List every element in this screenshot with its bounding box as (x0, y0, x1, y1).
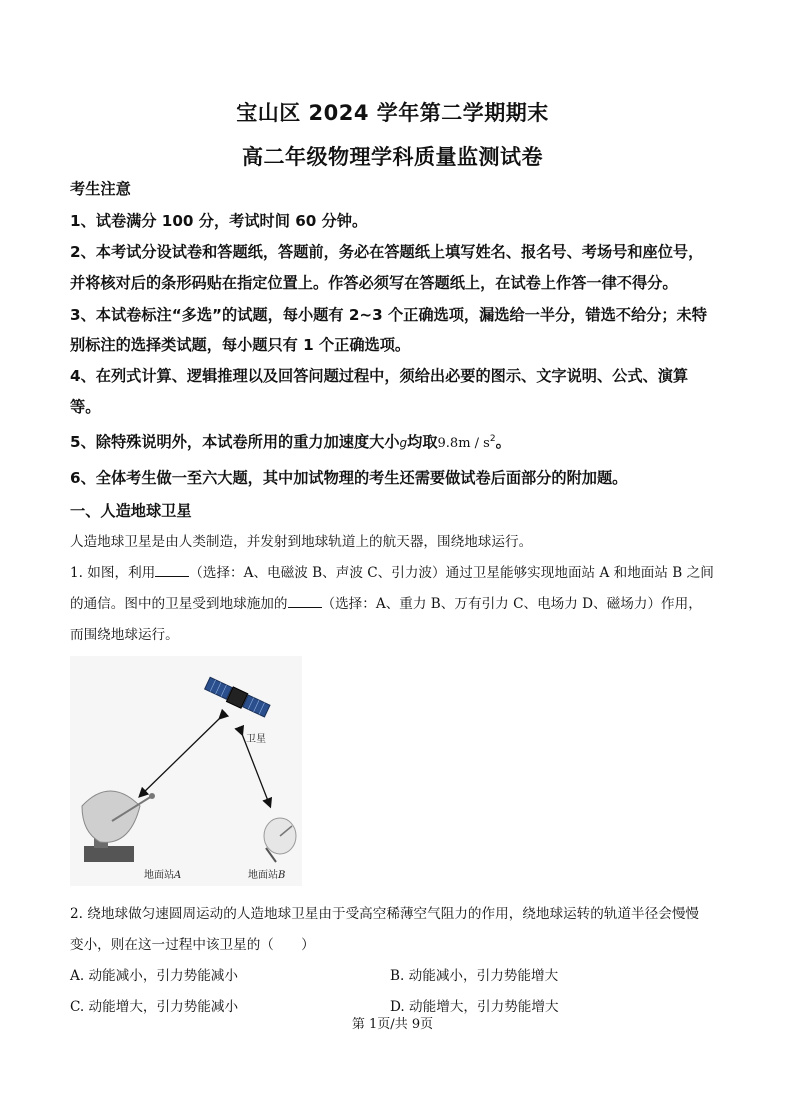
notice-item-5-mid: 均取 (407, 433, 438, 451)
ground-station-b-icon (264, 818, 296, 862)
section-heading: 一、人造地球卫星 (70, 502, 192, 520)
notice-item-4-cont: 等。 (70, 398, 101, 416)
notice-item-2-cont: 并将核对后的条形码贴在指定位置上。作答必须写在答题纸上，在试卷上作答一律不得分。 (70, 274, 678, 292)
station-b-label (248, 866, 285, 881)
gravity-value: 9.8m / s (437, 436, 490, 451)
q1-text-c: 的通信。图中的卫星受到地球施加的 (70, 596, 288, 612)
question-1-line-2 (70, 592, 720, 612)
question-1-line-1 (70, 561, 720, 581)
signal-arrow-a (140, 718, 220, 796)
q2-option-b[interactable]: B. 动能减小，引力势能增大 (390, 968, 559, 984)
q2-option-c[interactable]: C. 动能增大，引力势能减小 (70, 999, 239, 1015)
notice-item-3-cont: 别标注的选择类试题，每小题只有 1 个正确选项。 (70, 336, 411, 354)
section-intro: 人造地球卫星是由人类制造，并发射到地球轨道上的航天器，围绕地球运行。 (70, 534, 533, 550)
question-1-line-3: 而围绕地球运行。 (70, 627, 179, 643)
question-2-line-1: 2. 绕地球做匀速圆周运动的人造地球卫星由于受高空稀薄空气阻力的作用，绕地球运转的轨道半径会慢慢 (70, 906, 700, 922)
q1-text-b: （选择：A、电磁波 B、声波 C、引力波）通过卫星能够实现地面站 A 和地面站 B 之间 (189, 565, 714, 581)
q2-option-a[interactable]: A. 动能减小，引力势能减小 (70, 968, 238, 984)
notice-item-3: 3、本试卷标注“多选”的试题，每小题有 2~3 个正确选项，漏选给一半分，错选不给分；未特 (70, 306, 707, 324)
satellite-diagram (70, 656, 302, 886)
notice-item-2: 2、本考试分设试卷和答题纸，答题前，务必在答题纸上填写姓名、报名号、考场号和座位号， (70, 243, 704, 261)
question-2-line-2: 变小，则在这一过程中该卫星的（ ） (70, 937, 315, 953)
notice-heading: 考生注意 (70, 180, 131, 198)
notice-item-5 (70, 431, 720, 452)
notice-item-5-suffix: 。 (495, 433, 511, 451)
notice-item-4: 4、在列式计算、逻辑推理以及回答问题过程中，须给出必要的图示、文字说明、公式、演算 (70, 367, 689, 385)
answer-blank-1[interactable] (155, 564, 189, 577)
station-b-text: 地面站 (248, 870, 278, 881)
notice-item-1: 1、试卷满分 100 分，考试时间 60 分钟。 (70, 212, 368, 230)
exam-title-line1: 宝山区 2024 学年第二学期期末 (236, 101, 549, 125)
station-a-text: 地面站 (144, 870, 174, 881)
exam-title-line2: 高二年级物理学科质量监测试卷 (242, 145, 543, 169)
q1-text-d: （选择：A、重力 B、万有引力 C、电场力 D、磁场力）作用， (321, 596, 702, 612)
station-a-letter: A (174, 870, 182, 881)
satellite-icon (204, 676, 271, 718)
gravity-exponent: 2 (489, 433, 496, 444)
satellite-label: 卫星 (246, 734, 266, 745)
notice-item-6: 6、全体考生做一至六大题，其中加试物理的考生还需要做试卷后面部分的附加题。 (70, 469, 628, 487)
gravity-symbol: g (399, 436, 408, 450)
q2-option-d[interactable]: D. 动能增大，引力势能增大 (390, 999, 559, 1015)
ground-station-a-icon (82, 791, 155, 862)
answer-blank-2[interactable] (288, 595, 322, 608)
station-a-label (144, 866, 181, 881)
q1-text-a: 1. 如图，利用 (70, 565, 156, 581)
station-b-letter: B (278, 870, 286, 881)
notice-item-5-prefix: 5、除特殊说明外，本试卷所用的重力加速度大小 (70, 433, 400, 451)
satellite-communication-figure (70, 656, 302, 886)
page-number: 第 1页/共 9页 (351, 1017, 434, 1032)
